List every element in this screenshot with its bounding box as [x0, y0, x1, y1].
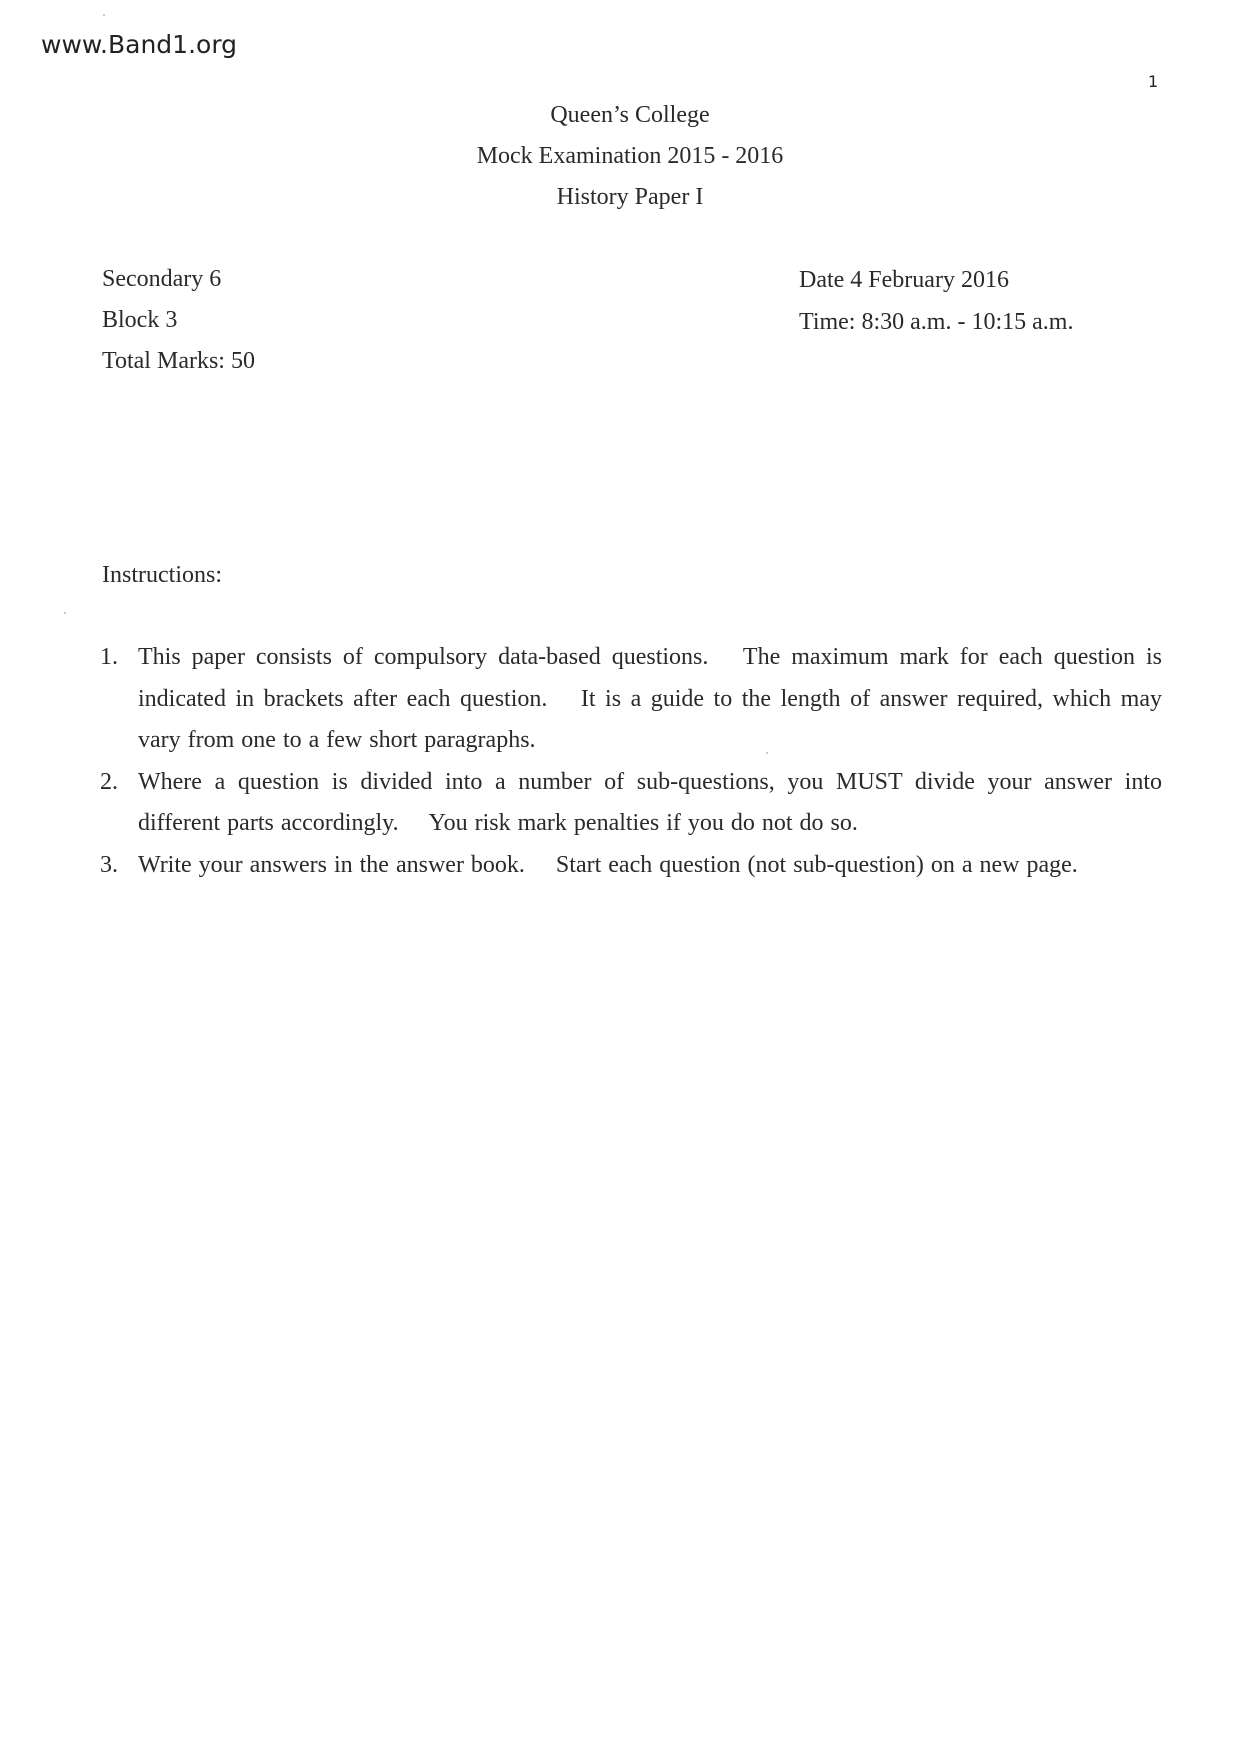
instruction-item: [100, 845, 1162, 887]
instruction-text: This paper consists of compulsory data-based questions. The maximum mark for each question is indicated in brackets after each question. It is a guide to the length of answer required, which may vary from one to a few short paragraphs.: [138, 644, 1162, 753]
block-number: Block 3: [102, 307, 178, 333]
instruction-number: 2.: [100, 768, 118, 795]
school-name: Queen’s College: [550, 102, 710, 128]
instruction-item: [100, 762, 1162, 845]
instruction-item: [100, 637, 1162, 762]
exam-time: Time: 8:30 a.m. - 10:15 a.m.: [799, 309, 1074, 335]
website-watermark: www.Band1.org: [41, 30, 238, 59]
page-number: 1: [1148, 72, 1159, 91]
paper-title: History Paper I: [556, 184, 704, 210]
scan-speck: [64, 612, 66, 614]
scan-speck: [766, 752, 768, 754]
scan-speck: [103, 14, 105, 16]
instructions-list: [100, 637, 1162, 886]
instruction-number: 1.: [100, 644, 118, 670]
total-marks: Total Marks: 50: [102, 348, 255, 374]
exam-date: Date 4 February 2016: [799, 267, 1009, 293]
form-level: Secondary 6: [102, 266, 222, 292]
exam-title: Mock Examination 2015 - 2016: [476, 143, 784, 169]
instructions-heading: Instructions:: [102, 562, 222, 588]
instruction-text: Write your answers in the answer book. Start each question (not sub-question) on a new page.: [138, 851, 1078, 878]
instruction-text: Where a question is divided into a number of sub-questions, you MUST divide your answer into different parts accordingly. You risk mark penalties if you do not do so.: [138, 768, 1162, 836]
instruction-number: 3.: [100, 851, 118, 878]
